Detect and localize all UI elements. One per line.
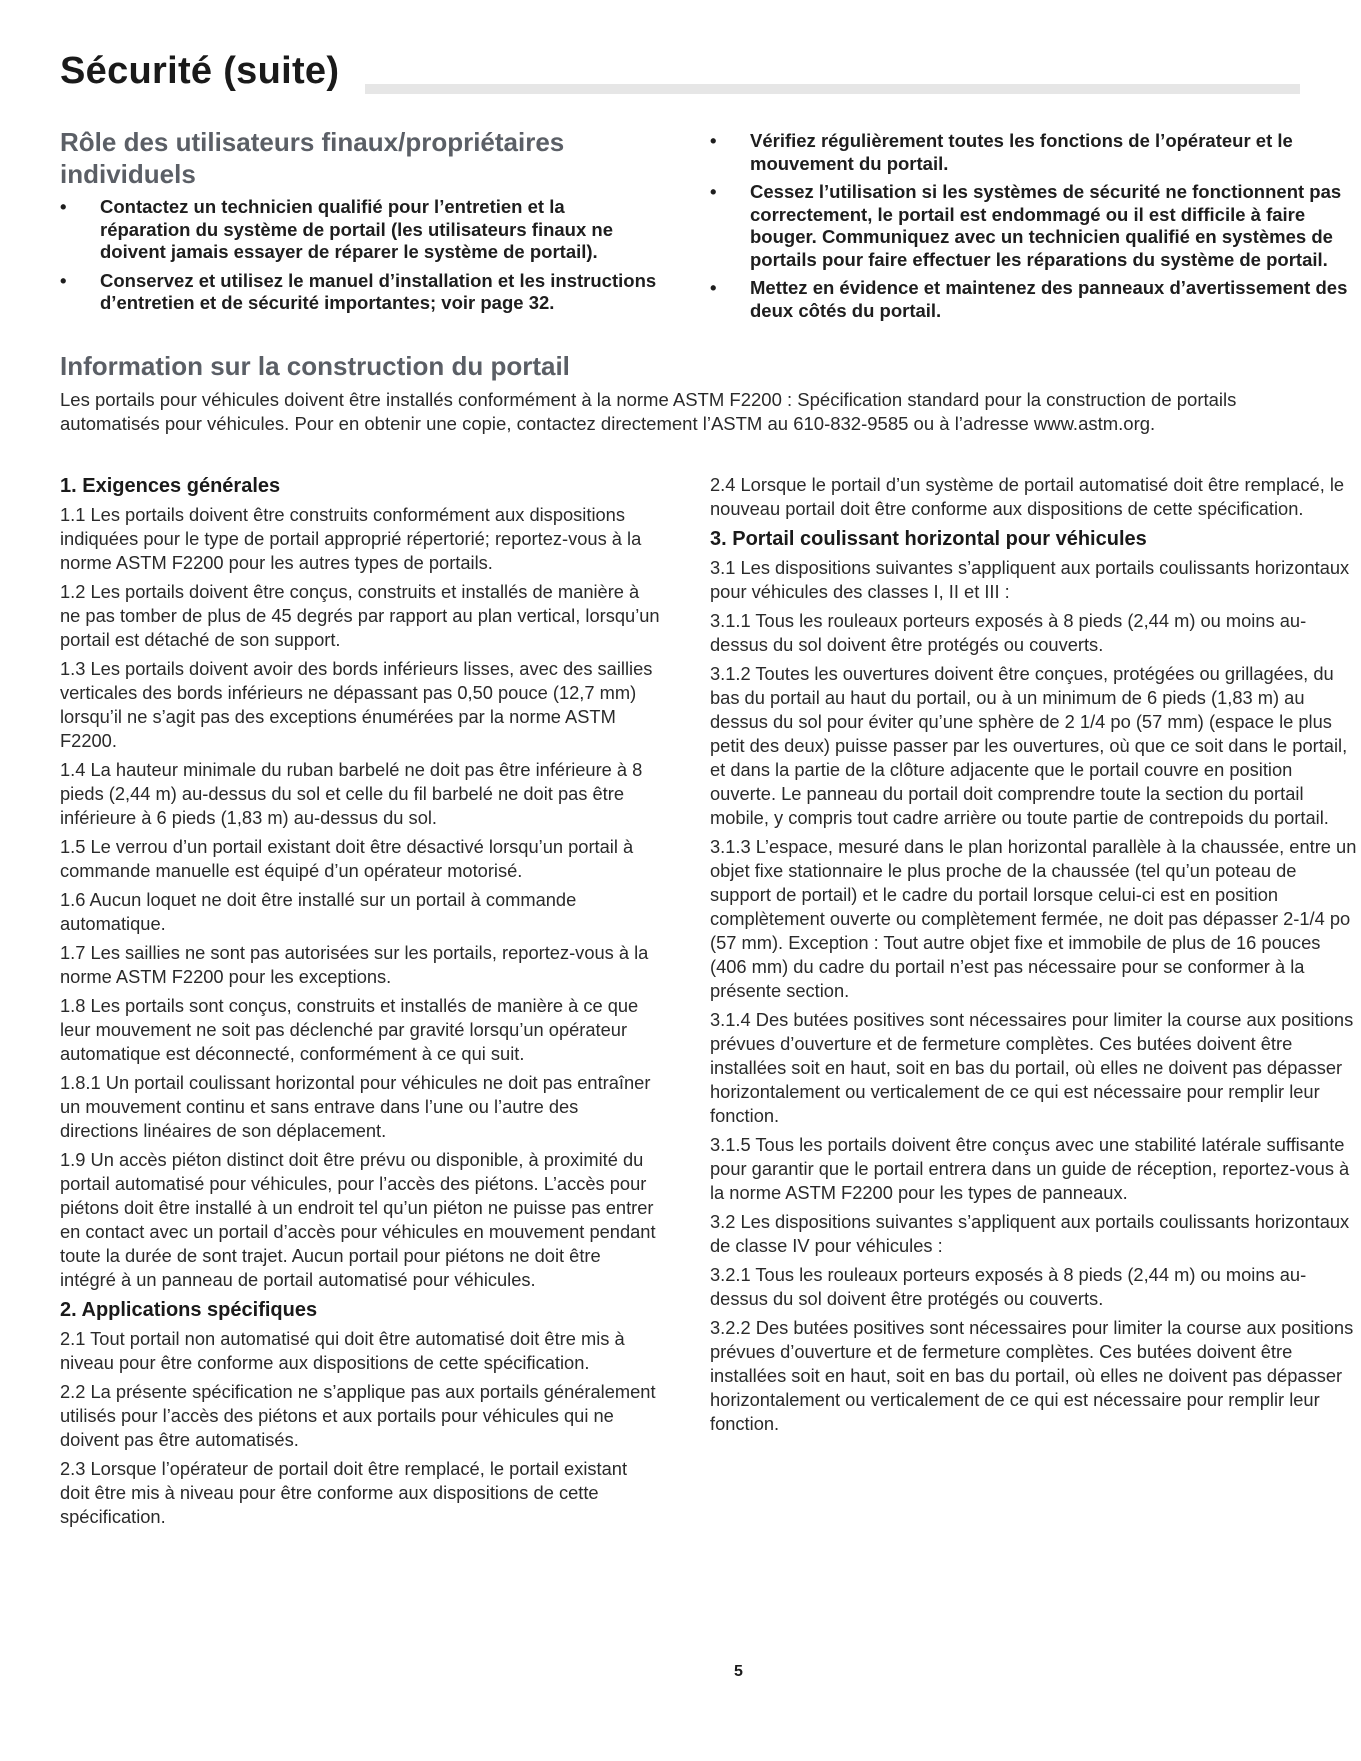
- paragraph: 2.2 La présente spécification ne s’applique pas aux portails généralement utilisés pour l’accès des piétons et aux portails pour véhicules qui ne doivent pas être automatisés.: [60, 1381, 656, 1450]
- construction-section: [60, 350, 1300, 436]
- paragraph: 3.2 Les dispositions suivantes s’appliquent aux portails coulissants horizontaux de classe IV pour véhicules :: [710, 1211, 1350, 1256]
- document-page: [60, 0, 1357, 1761]
- paragraph: 1.1 Les portails doivent être construits conformément aux dispositions indiquées pour le type de portail approprié répertorié; reportez-vous à la norme ASTM F2200 pour les autres types de portails.: [60, 504, 642, 573]
- construction-heading: Information sur la construction du portail: [60, 351, 570, 381]
- paragraph: 3.2.2 Des butées positives sont nécessaires pour limiter la course aux positions prévues d’ouverture et de fermeture complètes. Ces butées doivent être installées soit en haut, soit en bas du portail, où elles ne doivent pas dépasser horizontalement ou verticalement de ce qui est nécessaire pour remplir leur fonction.: [710, 1317, 1354, 1434]
- section-heading: 3. Portail coulissant horizontal pour véhicules: [710, 528, 1147, 550]
- paragraph: 3.2.1 Tous les rouleaux porteurs exposés à 8 pieds (2,44 m) ou moins au-dessus du sol doivent être protégés ou couverts.: [710, 1264, 1307, 1309]
- paragraph: 1.6 Aucun loquet ne doit être installé sur un portail à commande automatique.: [60, 889, 577, 934]
- title-row: [60, 50, 1300, 98]
- paragraph: 1.4 La hauteur minimale du ruban barbelé ne doit pas être inférieure à 8 pieds (2,44 m) au-dessus du sol et celle du fil barbelé ne doit pas être inférieure à 6 pieds (1,83 m) au-dessus du sol.: [60, 759, 643, 828]
- section-heading: 1. Exigences générales: [60, 475, 281, 497]
- section-heading: 2. Applications spécifiques: [60, 1299, 318, 1321]
- construction-intro: Les portails pour véhicules doivent être installés conformément à la norme ASTM F2200 : Spécification standard pour la construction de portails automatisés pour véhicules. Pour en obtenir une copie, contactez directement l’ASTM au 610-832-9585 ou à l’adresse www.astm.org.: [60, 389, 1237, 434]
- list-item: • Contactez un technicien qualifié pour l’entretien et la réparation du système de portail (les utilisateurs finaux ne doivent jamais essayer de réparer le système de portail).: [60, 196, 660, 264]
- paragraph: 2.3 Lorsque l’opérateur de portail doit être remplacé, le portail existant doit être mis à niveau pour être conforme aux dispositions de cette spécification.: [60, 1458, 628, 1527]
- roles-bullet-list: [60, 196, 660, 315]
- list-item: • Mettez en évidence et maintenez des panneaux d’avertissement des deux côtés du portail.: [710, 277, 1355, 322]
- list-item: • Vérifiez régulièrement toutes les fonctions de l’opérateur et le mouvement du portail.: [710, 130, 1355, 175]
- paragraph: 1.3 Les portails doivent avoir des bords inférieurs lisses, avec des saillies verticales des bords inférieurs ne dépassant pas 0,50 pouce (12,7 mm) lorsqu’il ne s’agit pas des exceptions énumérées par la norme ASTM F2200.: [60, 658, 653, 751]
- paragraph: 3.1.3 L’espace, mesuré dans le plan horizontal parallèle à la chaussée, entre un objet fixe stationnaire le plus proche de la chaussée (tel qu’un poteau de support de portail) et le cadre du portail lorsque celui-ci est en position complètement ouverte ou complètement fermée, ne doit pas dépasser 2-1/4 po (57 mm). Exception : Tout autre objet fixe et immobile de plus de 16 pouces (406 mm) du cadre du portail n’est pas nécessaire pour se conformer à la présente section.: [710, 836, 1357, 1001]
- roles-heading: Rôle des utilisateurs finaux/propriétaires individuels: [60, 127, 565, 189]
- left-column: [60, 473, 660, 1534]
- page-number: 5: [734, 1663, 743, 1680]
- roles-section-continued: [710, 130, 1355, 328]
- paragraph: 2.1 Tout portail non automatisé qui doit être automatisé doit être mis à niveau pour être conforme aux dispositions de cette spécification.: [60, 1328, 625, 1373]
- roles-bullet-list-right: [710, 130, 1355, 322]
- paragraph: 3.1.4 Des butées positives sont nécessaires pour limiter la course aux positions prévues d’ouverture et de fermeture complètes. Ces butées doivent être installées soit en haut, soit en bas du portail, où elles ne doivent pas dépasser horizontalement ou verticalement de ce qui est nécessaire pour remplir leur fonction.: [710, 1009, 1354, 1126]
- paragraph: 1.5 Le verrou d’un portail existant doit être désactivé lorsqu’un portail à commande manuelle est équipé d’un opérateur motorisé.: [60, 836, 634, 881]
- paragraph: 3.1.5 Tous les portails doivent être conçus avec une stabilité latérale suffisante pour garantir que le portail entrera dans un guide de réception, reportez-vous à la norme ASTM F2200 pour les types de panneaux.: [710, 1134, 1350, 1203]
- paragraph: 3.1.1 Tous les rouleaux porteurs exposés à 8 pieds (2,44 m) ou moins au-dessus du sol doivent être protégés ou couverts.: [710, 610, 1307, 655]
- list-item: • Conservez et utilisez le manuel d’installation et les instructions d’entretien et de sécurité importantes; voir page 32.: [60, 270, 660, 315]
- title-rule: [365, 84, 1300, 94]
- right-column: [710, 473, 1360, 1441]
- list-item: • Cessez l’utilisation si les systèmes de sécurité ne fonctionnent pas correctement, le portail est endommagé ou il est difficile à faire bouger. Communiquez avec un technicien qualifié en systèmes de portails pour faire effectuer les réparations du système de portail.: [710, 181, 1355, 271]
- paragraph: 2.4 Lorsque le portail d’un système de portail automatisé doit être remplacé, le nouveau portail doit être conforme aux dispositions de cette spécification.: [710, 474, 1345, 519]
- paragraph: 3.1.2 Toutes les ouvertures doivent être conçues, protégées ou grillagées, du bas du portail au haut du portail, ou à un minimum de 6 pieds (1,83 m) au dessus du sol pour éviter qu’une sphère de 2 1/4 po (57 mm) (espace le plus petit des deux) puisse passer par les ouvertures, où que ce soit dans le portail, et dans la partie de la clôture adjacente que le portail couvre en position ouverte. Le panneau du portail doit comprendre toute la section du portail mobile, y compris tout cadre arrière ou toute partie de contrepoids du portail.: [710, 663, 1348, 828]
- paragraph: 3.1 Les dispositions suivantes s’appliquent aux portails coulissants horizontaux pour véhicules des classes I, II et III :: [710, 557, 1350, 602]
- paragraph: 1.8 Les portails sont conçus, construits et installés de manière à ce que leur mouvement ne soit pas déclenché par gravité lorsqu’un opérateur automatique est déconnecté, conformément à ce qui suit.: [60, 995, 639, 1064]
- paragraph: 1.9 Un accès piéton distinct doit être prévu ou disponible, à proximité du portail automatisé pour véhicules, pour l’accès des piétons. L’accès pour piétons doit être installé à un endroit tel qu’un piéton ne puisse pas entrer en contact avec un portail d’accès pour véhicules en mouvement pendant toute la durée de sont trajet. Aucun portail pour piétons ne doit être intégré à un panneau de portail automatisé pour véhicules.: [60, 1149, 656, 1290]
- paragraph: 1.2 Les portails doivent être conçus, construits et installés de manière à ne pas tomber de plus de 45 degrés par rapport au plan vertical, lorsqu’un portail est détaché de son support.: [60, 581, 660, 650]
- page-title: Sécurité (suite): [60, 50, 340, 92]
- roles-section: [60, 126, 660, 321]
- paragraph: 1.8.1 Un portail coulissant horizontal pour véhicules ne doit pas entraîner un mouvement continu et sans entrave dans l’une ou l’autre des directions linéaires de son déplacement.: [60, 1072, 651, 1141]
- paragraph: 1.7 Les saillies ne sont pas autorisées sur les portails, reportez-vous à la norme ASTM F2200 pour les exceptions.: [60, 942, 649, 987]
